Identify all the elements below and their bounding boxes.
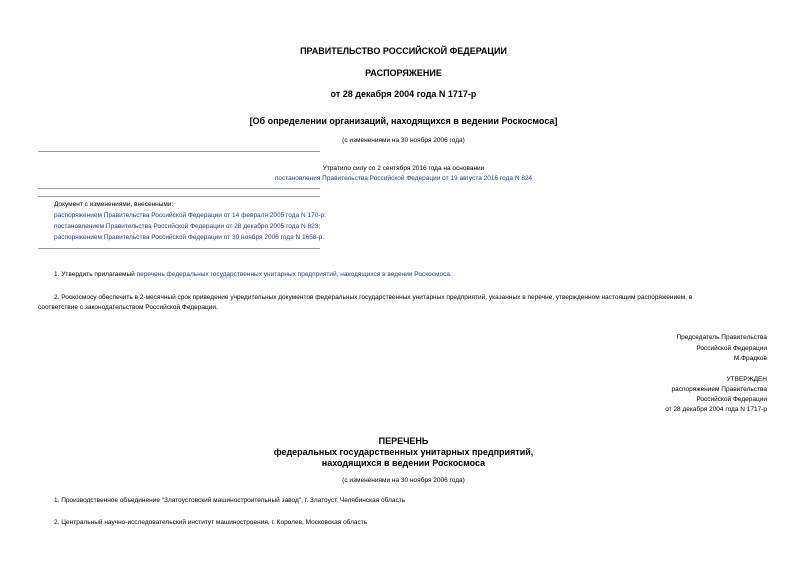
signature-name: М.Фрадков: [733, 355, 767, 362]
list-subtitle: федеральных государственных унитарных предприятий,: [273, 447, 534, 457]
list-title: ПЕРЕЧЕНЬ: [378, 436, 429, 446]
document-date: от 28 декабря 2004 года N 1717-р: [330, 89, 477, 99]
list-item: 2. Центральный научно-исследовательский институт машиностроения, г. Королев, Московская область: [54, 519, 368, 526]
divider: [38, 196, 320, 197]
approved-date: от 28 декабря 2004 года N 1717-р: [665, 406, 767, 413]
paragraph-1: [54, 271, 452, 278]
list-subtitle: находящихся в ведении Роскосмоса: [321, 458, 486, 468]
repeal-status: Утратило силу со 2 сентября 2016 года на основании: [322, 165, 485, 172]
paragraph-1-suffix: .: [449, 271, 452, 278]
divider: [38, 248, 320, 249]
government-heading: ПРАВИТЕЛЬСТВО РОССИЙСКОЙ ФЕДЕРАЦИИ: [300, 46, 507, 56]
paragraph-2-line-1: 2. Роскосмосу обеспечить в 2-месячный срок приведение учредительных документов федеральных государственных унитарных предприятий, указанных в перечне, утвержденном настоящим распоряжением, в: [54, 294, 693, 301]
list-revision-note: (с изменениями на 30 ноября 2006 года): [342, 477, 465, 484]
changes-intro: Документ с изменениями, внесенными:: [54, 201, 174, 208]
divider: [38, 151, 320, 152]
approved-by: распоряжением Правительства: [671, 386, 767, 393]
divider: [38, 188, 320, 189]
document-type: РАСПОРЯЖЕНИЕ: [365, 68, 442, 78]
revision-note: (с изменениями на 30 ноября 2006 года): [342, 137, 465, 144]
change-link[interactable]: распоряжением Правительства Российской Федерации от 30 ноября 2006 года N 1658-р.: [54, 234, 325, 241]
approved-country: Российской Федерации: [696, 396, 767, 403]
change-link[interactable]: постановлением Правительства Российской Федерации от 28 декабря 2005 года N 823;: [54, 223, 321, 230]
list-item: 1. Производственное объединение "Златоустовский машиностроительный завод", г. Златоуст, Челябинская область: [54, 497, 406, 504]
signature-country: Российской Федерации: [696, 345, 767, 352]
signature-position: Председатель Правительства: [676, 334, 767, 341]
approved-label: УТВЕРЖДЕН: [726, 376, 767, 383]
document-title: [Об определении организаций, находящихся в ведении Роскосмоса]: [249, 116, 558, 126]
change-link[interactable]: распоряжением Правительства Российской Федерации от 14 февраля 2005 года N 170-р;: [54, 212, 326, 219]
paragraph-2-line-2: соответствие с законодательством Российской Федерации.: [38, 304, 218, 311]
list-link[interactable]: перечень федеральных государственных унитарных предприятий, находящихся в ведении Роскосмоса: [136, 271, 450, 278]
repeal-decree-link[interactable]: постановления Правительства Российской Федерации от 19 августа 2016 года N 824: [274, 175, 533, 182]
paragraph-1-prefix: 1. Утвердить прилагаемый: [54, 271, 137, 278]
